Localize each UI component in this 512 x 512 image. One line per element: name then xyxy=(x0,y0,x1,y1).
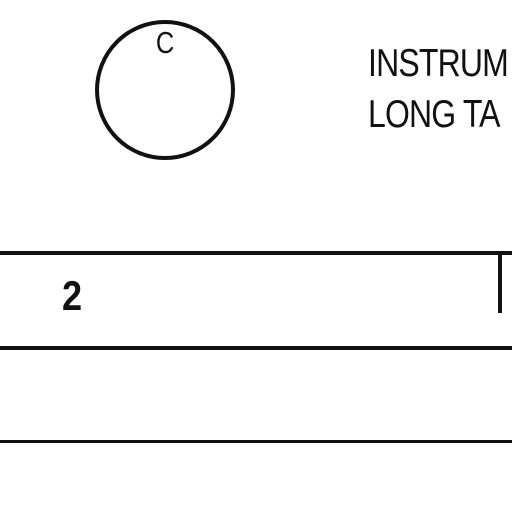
instrument-note-line-2: LONG TA xyxy=(368,93,500,136)
table-middle-rule xyxy=(0,346,512,350)
table-column-divider xyxy=(498,255,502,313)
circle-marker-label: C xyxy=(155,25,175,60)
table-bottom-rule xyxy=(0,440,512,443)
table-top-rule xyxy=(0,251,512,255)
table-row-number: 2 xyxy=(62,272,83,319)
instrument-note-line-1: INSTRUM xyxy=(368,42,508,85)
